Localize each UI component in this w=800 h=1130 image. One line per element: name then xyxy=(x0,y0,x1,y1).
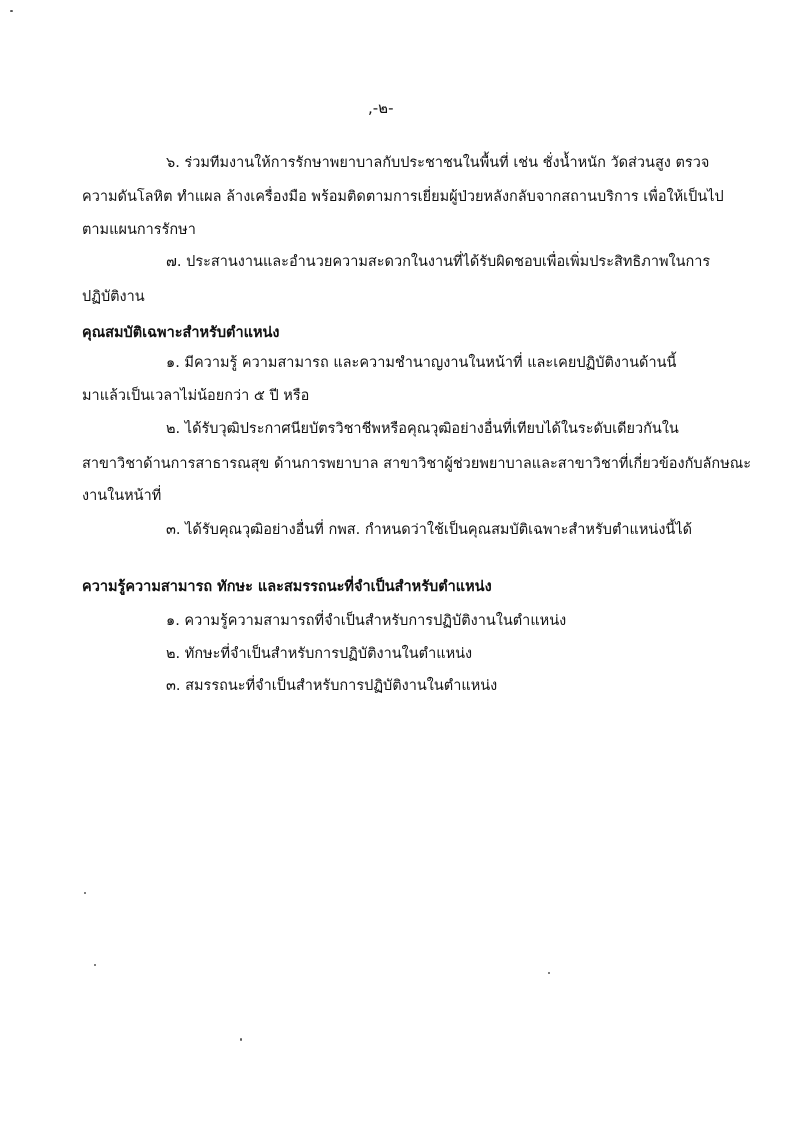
duty-7-line-2: ปฏิบัติงาน xyxy=(82,289,145,305)
duty-6-line-3: ตามแผนการรักษา xyxy=(82,222,196,238)
qualification-2-line-3: งานในหน้าที่ xyxy=(82,488,162,504)
duty-6-line-2: ความดันโลหิต ทำแผล ล้างเครื่องมือ พร้อมติดตามการเยี่ยมผู้ป่วยหลังกลับจากสถานบริการ เพื่อให้เป็นไป xyxy=(82,189,724,205)
scan-speck xyxy=(94,964,96,966)
duty-6-line-1: ๖. ร่วมทีมงานให้การรักษาพยาบาลกับประชาชนในพื้นที่ เช่น ชั่งน้ำหนัก วัดส่วนสูง ตรวจ xyxy=(166,155,710,171)
competencies-heading: ความรู้ความสามารถ ทักษะ และสมรรถนะที่จำเป็นสำหรับตำแหน่ง xyxy=(82,579,492,595)
competency-1: ๑. ความรู้ความสามารถที่จำเป็นสำหรับการปฏิบัติงานในตำแหน่ง xyxy=(166,613,567,629)
page-number: ,-๒- xyxy=(368,99,394,117)
qualification-2-line-1: ๒. ได้รับวุฒิประกาศนียบัตรวิชาชีพหรือคุณวุฒิอย่างอื่นที่เทียบได้ในระดับเดียวกันใน xyxy=(166,421,679,437)
qualifications-heading: คุณสมบัติเฉพาะสำหรับตำแหน่ง xyxy=(82,325,280,341)
qualification-1-line-1: ๑. มีความรู้ ความสามารถ และความชำนาญงานในหน้าที่ และเคยปฏิบัติงานด้านนี้ xyxy=(166,355,677,371)
qualification-3-line-1: ๓. ได้รับคุณวุฒิอย่างอื่นที่ กพส. กำหนดว่าใช้เป็นคุณสมบัติเฉพาะสำหรับตำแหน่งนี้ได้ xyxy=(166,522,693,538)
scan-speck xyxy=(10,10,13,12)
duty-7-line-1: ๗. ประสานงานและอำนวยความสะดวกในงานที่ได้รับผิดชอบเพื่อเพิ่มประสิทธิภาพในการ xyxy=(166,254,711,270)
scan-speck xyxy=(548,972,550,974)
qualification-2-line-2: สาขาวิชาด้านการสาธารณสุข ด้านการพยาบาล สาขาวิชาผู้ช่วยพยาบาลและสาขาวิชาที่เกี่ยวข้องกับลักษณะ xyxy=(82,456,752,472)
scan-speck xyxy=(84,892,86,894)
qualification-1-line-2: มาแล้วเป็นเวลาไม่น้อยกว่า ๕ ปี หรือ xyxy=(82,388,310,404)
scan-speck xyxy=(240,1038,242,1041)
competency-2: ๒. ทักษะที่จำเป็นสำหรับการปฏิบัติงานในตำแหน่ง xyxy=(166,646,473,662)
competency-3: ๓. สมรรถนะที่จำเป็นสำหรับการปฏิบัติงานในตำแหน่ง xyxy=(166,678,498,694)
